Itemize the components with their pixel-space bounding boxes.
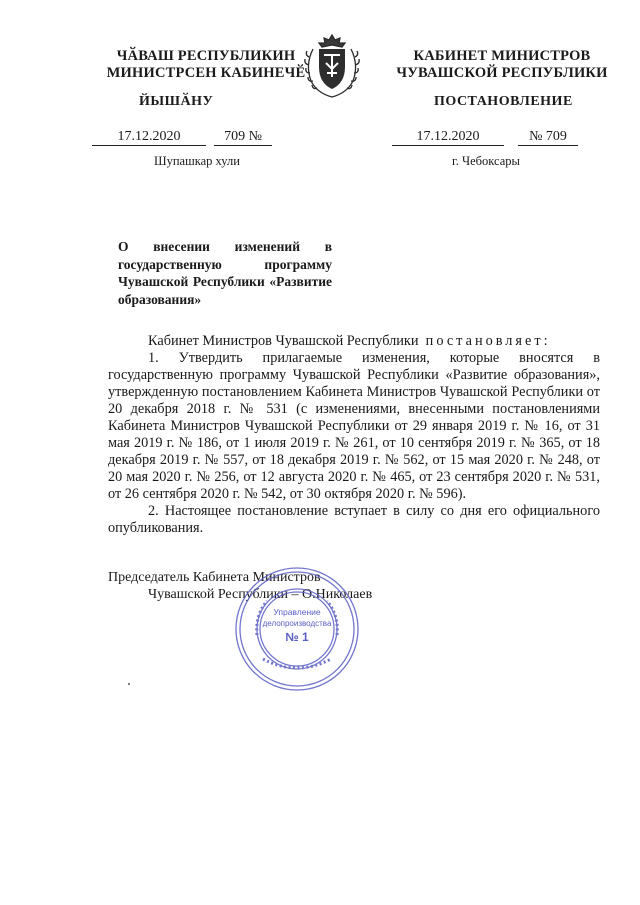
decree-verb: постановляет: xyxy=(425,333,551,349)
number-field-left: 709 № xyxy=(214,128,272,146)
doc-kind-left: ЙЫШӐНУ xyxy=(139,94,214,109)
date-field-right: 17.12.2020 xyxy=(392,128,504,146)
signature-name: Чувашской Республики – О.Николаев xyxy=(148,587,373,602)
date-field-left: 17.12.2020 xyxy=(92,128,206,146)
speck xyxy=(128,683,130,685)
document-subject: О внесении изменений в государственную программу Чувашской Республики «Развитие образования» xyxy=(118,239,332,307)
header-right-line2: ЧУВАШСКОЙ РЕСПУБЛИКИ xyxy=(396,65,608,81)
header-left-line2: МИНИСТРСЕН КАБИНЕЧӖ xyxy=(106,65,306,81)
header-left-line1: ЧӐВАШ РЕСПУБЛИКИН xyxy=(116,48,296,64)
signature-title: Председатель Кабинета Министров xyxy=(108,570,321,585)
seal-line1: Управление xyxy=(273,607,321,617)
place-left: Шупашкар хули xyxy=(154,154,240,168)
header-left xyxy=(86,48,326,82)
decree-item-2: 2. Настоящее постановление вступает в силу со дня его официального опубликования. xyxy=(108,503,600,536)
decree-intro-text: Кабинет Министров Чувашской Республики xyxy=(148,333,419,349)
seal-line2: делопроизводства xyxy=(262,619,332,628)
chuvash-emblem-icon xyxy=(299,27,365,103)
number-field-right: № 709 xyxy=(518,128,578,146)
header-right-line1: КАБИНЕТ МИНИСТРОВ xyxy=(413,48,591,64)
decree-intro xyxy=(108,333,600,350)
header-right xyxy=(392,48,612,82)
official-seal xyxy=(233,565,361,693)
doc-kind-right: ПОСТАНОВЛЕНИЕ xyxy=(434,94,573,109)
place-right: г. Чебоксары xyxy=(452,154,520,168)
seal-line3: № 1 xyxy=(285,630,309,644)
document-body xyxy=(108,333,600,537)
decree-item-1: 1. Утвердить прилагаемые изменения, которые вносятся в государственную программу Чувашской Республики «Развитие образования», утвержденную постановлением Кабинета Министров Чувашской Республики от 20 декабря 2018 г. № 531 (с изменениями, внесенными постановлениями Кабинета Министров Чувашской Республики от 29 января 2019 г. № 16, от 31 мая 2019 г. № 186, от 1 июля 2019 г. № 261, от 10 сентября 2019 г. № 365, от 18 декабря 2019 г. № 557, от 18 декабря 2019 г. № 562, от 15 мая 2020 г. № 248, от 20 мая 2020 г. № 256, от 12 августа 2020 г. № 465, от 23 сентября 2020 г. № 531, от 26 сентября 2020 г. № 542, от 30 октября 2020 г. № 596). xyxy=(108,350,600,502)
